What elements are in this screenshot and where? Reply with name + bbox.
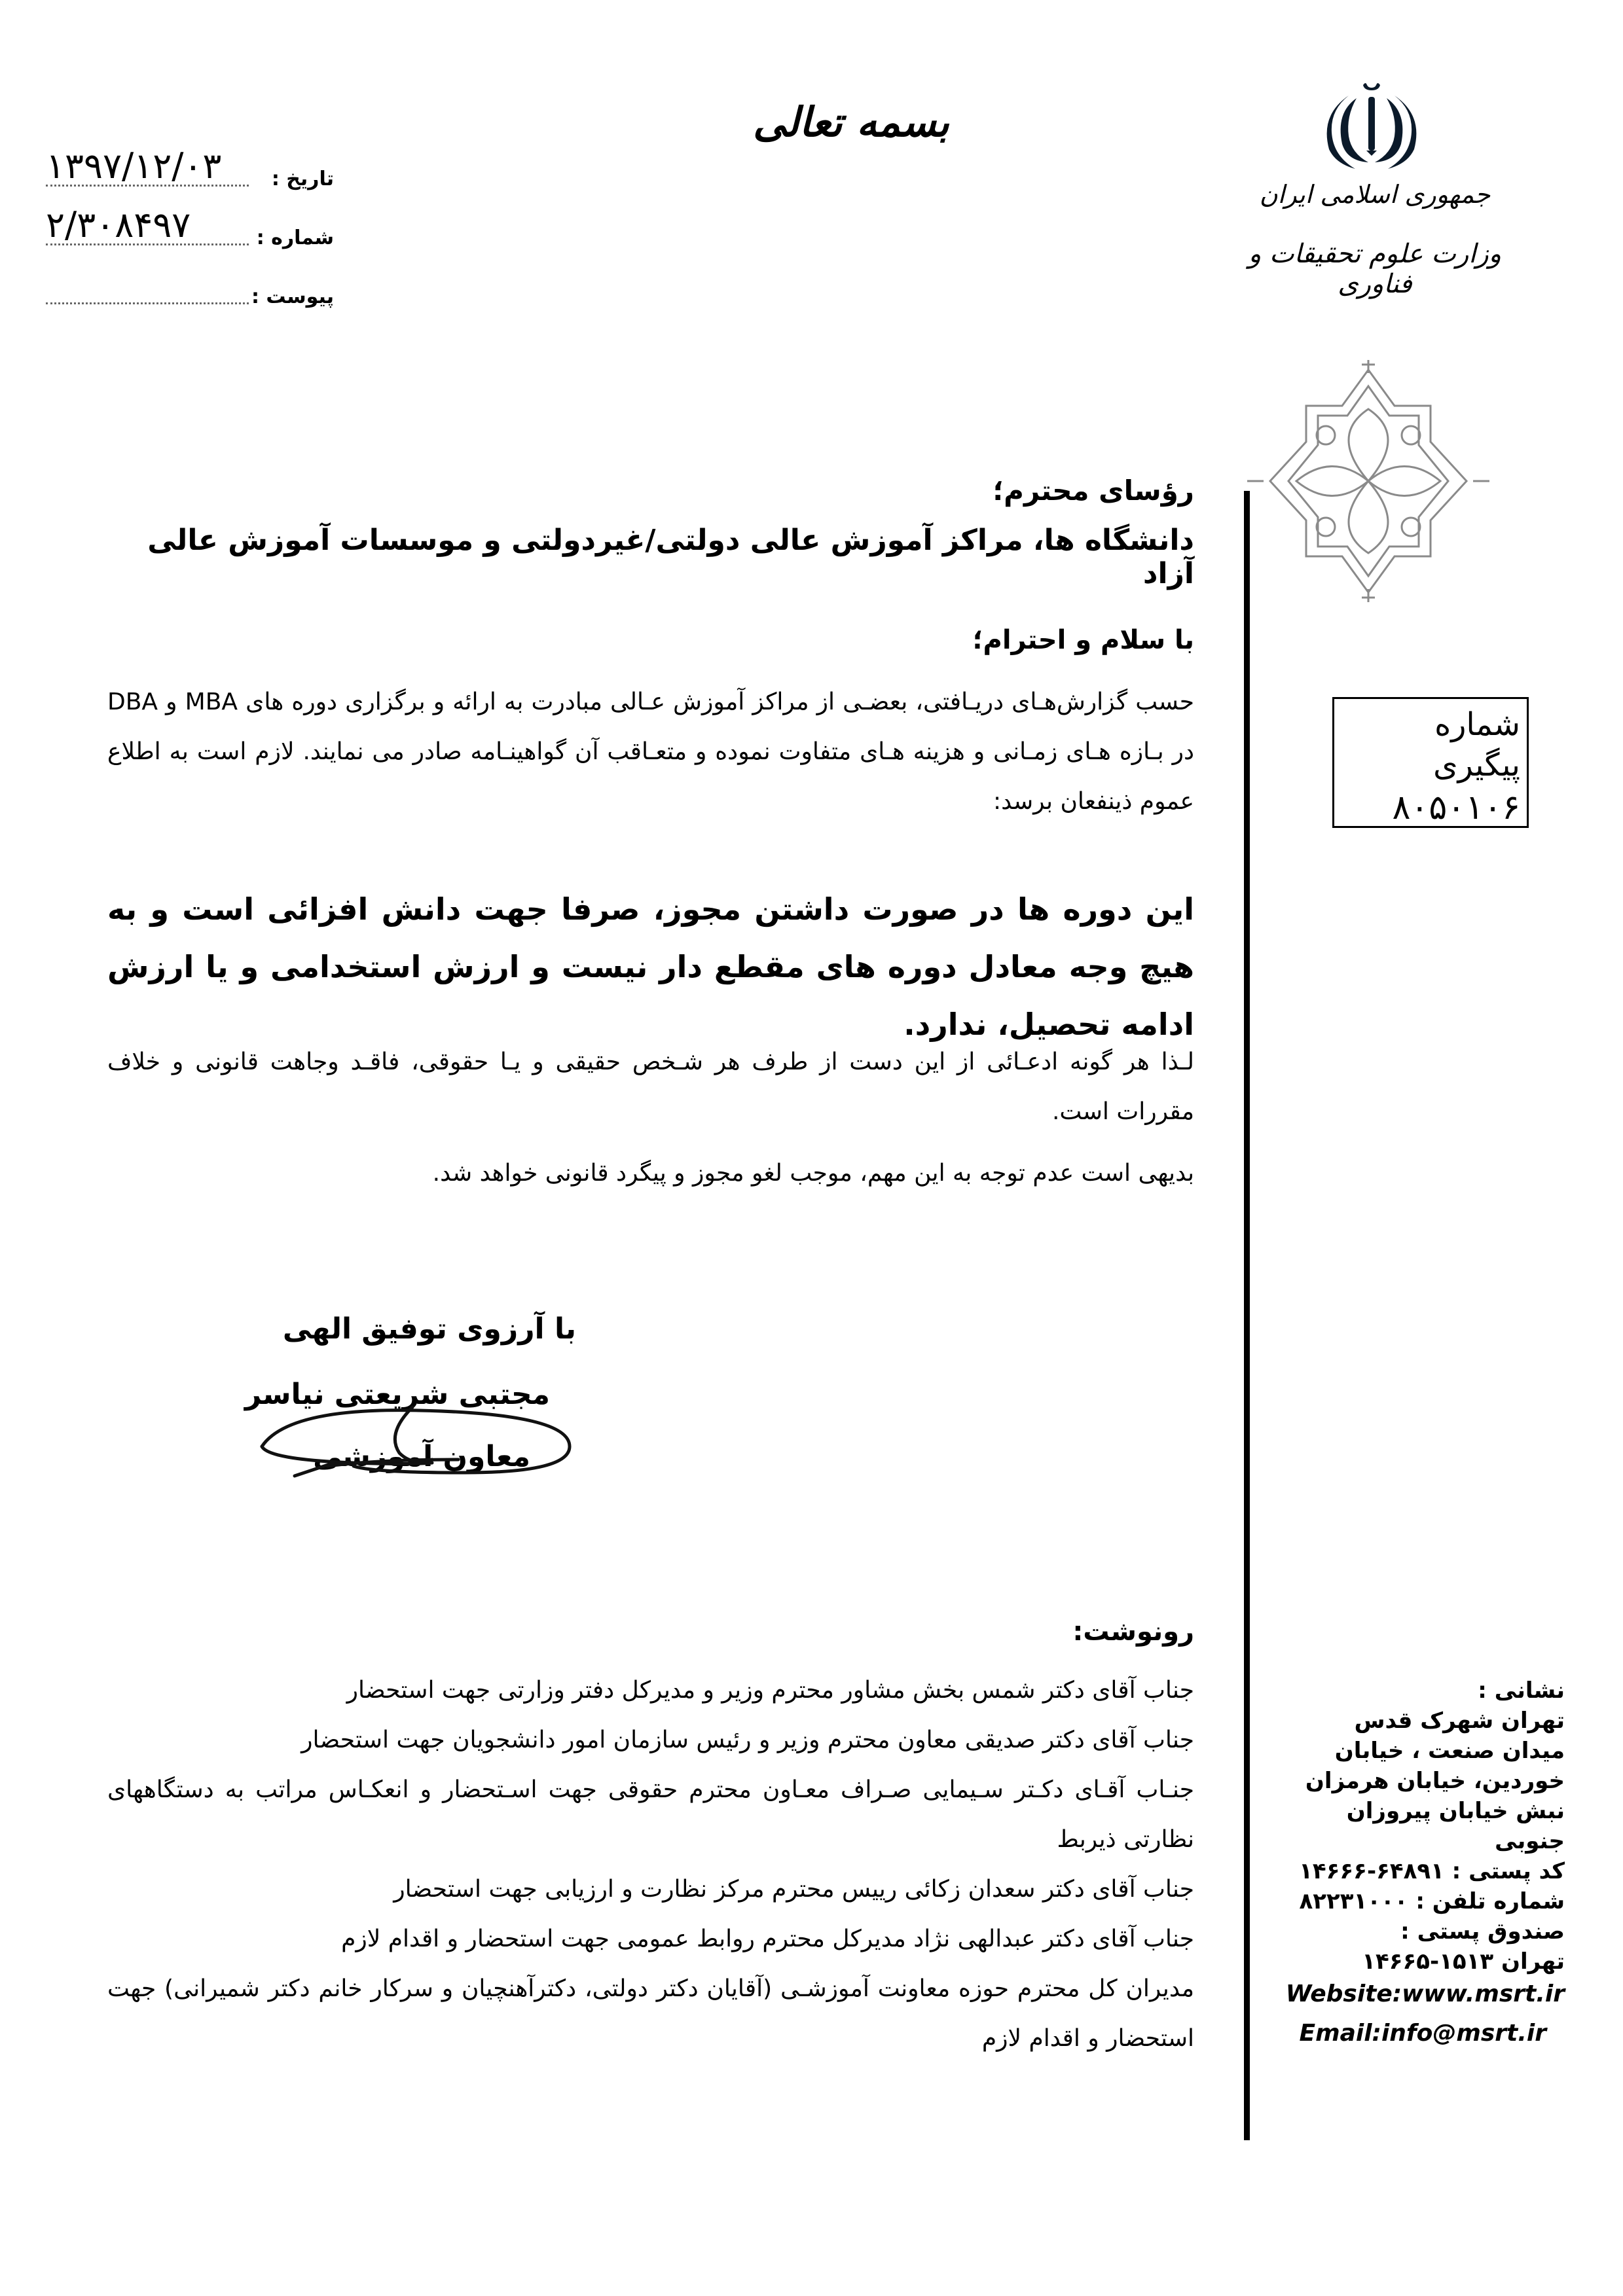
address-block bbox=[1283, 1676, 1565, 2049]
address-label: نشانی : bbox=[1478, 1677, 1565, 1704]
email-link[interactable]: Email:info@msrt.ir bbox=[1299, 2020, 1546, 2047]
address-line: میدان صنعت ، خیابان bbox=[1334, 1738, 1565, 1764]
tracking-number-box bbox=[1332, 697, 1529, 828]
postal-code-row bbox=[1283, 1856, 1565, 1886]
margin-rule bbox=[1244, 491, 1250, 2140]
address-line: خوردین، خیابان هرمزان bbox=[1305, 1768, 1565, 1794]
cc-title: رونوشت: bbox=[1072, 1617, 1194, 1647]
letter-number-value: ۲/۳۰۸۴۹۷ bbox=[46, 204, 191, 245]
tracking-label: شماره پیگیری bbox=[1433, 706, 1520, 784]
phone-row bbox=[1283, 1886, 1565, 1916]
cc-item: جناب آقای دکتر سعدان زکائی رییس محترم مرکز نظارت و ارزیابی جهت استحضار bbox=[393, 1876, 1194, 1903]
invocation-heading: بسمه تعالی bbox=[753, 98, 949, 146]
handwritten-signature bbox=[249, 1388, 589, 1492]
ministry-name: وزارت علوم تحقیقات و فناوری bbox=[1248, 239, 1502, 299]
tracking-number: ۸۰۵۰۱۰۶ bbox=[1392, 787, 1520, 827]
signer-title: معاون آموزشی bbox=[313, 1440, 530, 1473]
paragraph-1: حسب گزارش‌هـای دریـافتی، بعضـی از مراکز آموزش عـالی مبادرت به ارائه و برگزاری دوره های MBA و DBA در بـازه هـای زمـانی و هزینه هـای متفاوت نموده و متعـاقب آن گواهینـامه صادر می نمایند. لازم است به اطلاع عموم ذینفعان برسد: bbox=[107, 689, 1194, 815]
cc-list bbox=[107, 1666, 1194, 2064]
address-line: تهران شهرک قدس bbox=[1354, 1708, 1565, 1734]
po-box: تهران ۱۵۱۳-۱۴۶۶۵ bbox=[1362, 1948, 1565, 1975]
date-value: ۱۳۹۷/۱۲/۰۳ bbox=[46, 145, 222, 187]
recipients-line: دانشگاه ها، مراکز آموزش عالی دولتی/غیردولتی و موسسات آموزش عالی آزاد bbox=[147, 524, 1194, 590]
number-label: شماره : bbox=[256, 226, 334, 249]
attachment-label: پیوست : bbox=[251, 285, 334, 308]
greeting: با سلام و احترام؛ bbox=[972, 625, 1194, 655]
signer-name: مجتبی شریعتی نیاسر bbox=[244, 1378, 550, 1411]
attachment-field bbox=[39, 265, 334, 311]
cc-item: جناب آقای دکتر صدیقی معاون محترم وزیر و رئیس سازمان امور دانشجویان جهت استحضار bbox=[301, 1727, 1194, 1753]
paragraph-2-emphasis: این دوره ها در صورت داشتن مجوز، صرفا جهت دانش افزائی است و به هیچ وجه معادل دوره های مقطع دار نیست و ارزش استخدامی و یا ارزش ادامه تحصیل، ندارد. bbox=[107, 891, 1194, 1042]
phone-number: ۸۲۲۳۱۰۰۰ bbox=[1299, 1888, 1408, 1914]
cc-item: جناب آقای دکتر شمس بخش مشاور محترم وزیر و مدیرکل دفتر وزارتی جهت استحضار bbox=[346, 1677, 1194, 1704]
number-field bbox=[39, 206, 334, 252]
po-box-label: صندوق پستی : bbox=[1400, 1918, 1565, 1945]
islamic-ornament-icon bbox=[1241, 357, 1496, 605]
address-line: نبش خیابان پیروزان جنوبی bbox=[1346, 1798, 1565, 1854]
iran-emblem-icon bbox=[1322, 79, 1421, 170]
website-link[interactable]: Website:www.msrt.ir bbox=[1285, 1981, 1565, 2007]
postal-code-label: کد پستی : bbox=[1451, 1858, 1565, 1884]
closing-phrase: با آرزوی توفیق الهی bbox=[282, 1312, 576, 1346]
salutation-title: رؤسای محترم؛ bbox=[993, 475, 1194, 507]
dotted-line bbox=[46, 302, 249, 304]
postal-code: ۶۴۸۹۱-۱۴۶۶۶ bbox=[1299, 1858, 1444, 1884]
date-label: تاریخ : bbox=[271, 168, 334, 190]
country-name: جمهوری اسلامی ایران bbox=[1259, 180, 1491, 209]
cc-item: جناب آقای دکتر عبدالهی نژاد مدیرکل محترم روابط عمومی جهت استحضار و اقدام لازم bbox=[341, 1926, 1194, 1952]
paragraph-3: لـذا هر گونه ادعـائی از این دست از طرف هر شـخص حقیقی و یـا حقوقی، فاقـد وجاهت قانونی و خلاف مقررات است. bbox=[107, 1049, 1194, 1125]
phone-label: شماره تلفن : bbox=[1415, 1888, 1565, 1914]
paragraph-4: بدیهی است عدم توجه به این مهم، موجب لغو مجوز و پیگرد قانونی خواهد شد. bbox=[432, 1160, 1194, 1187]
date-field bbox=[39, 147, 334, 193]
cc-item: جنـاب آقـای دکـتر سـیمایی صـراف معـاون محترم حقوقی جهت اسـتحضار و انعکـاس مراتب به دستگاههای نظارتی ذیربط bbox=[107, 1776, 1194, 1853]
cc-item: مدیران کل محترم حوزه معاونت آموزشـی (آقایان دکتر دولتی، دکترآهنچیان و سرکار خانم دکتر شمیرانی) جهت استحضار و اقدام لازم bbox=[107, 1975, 1194, 2052]
